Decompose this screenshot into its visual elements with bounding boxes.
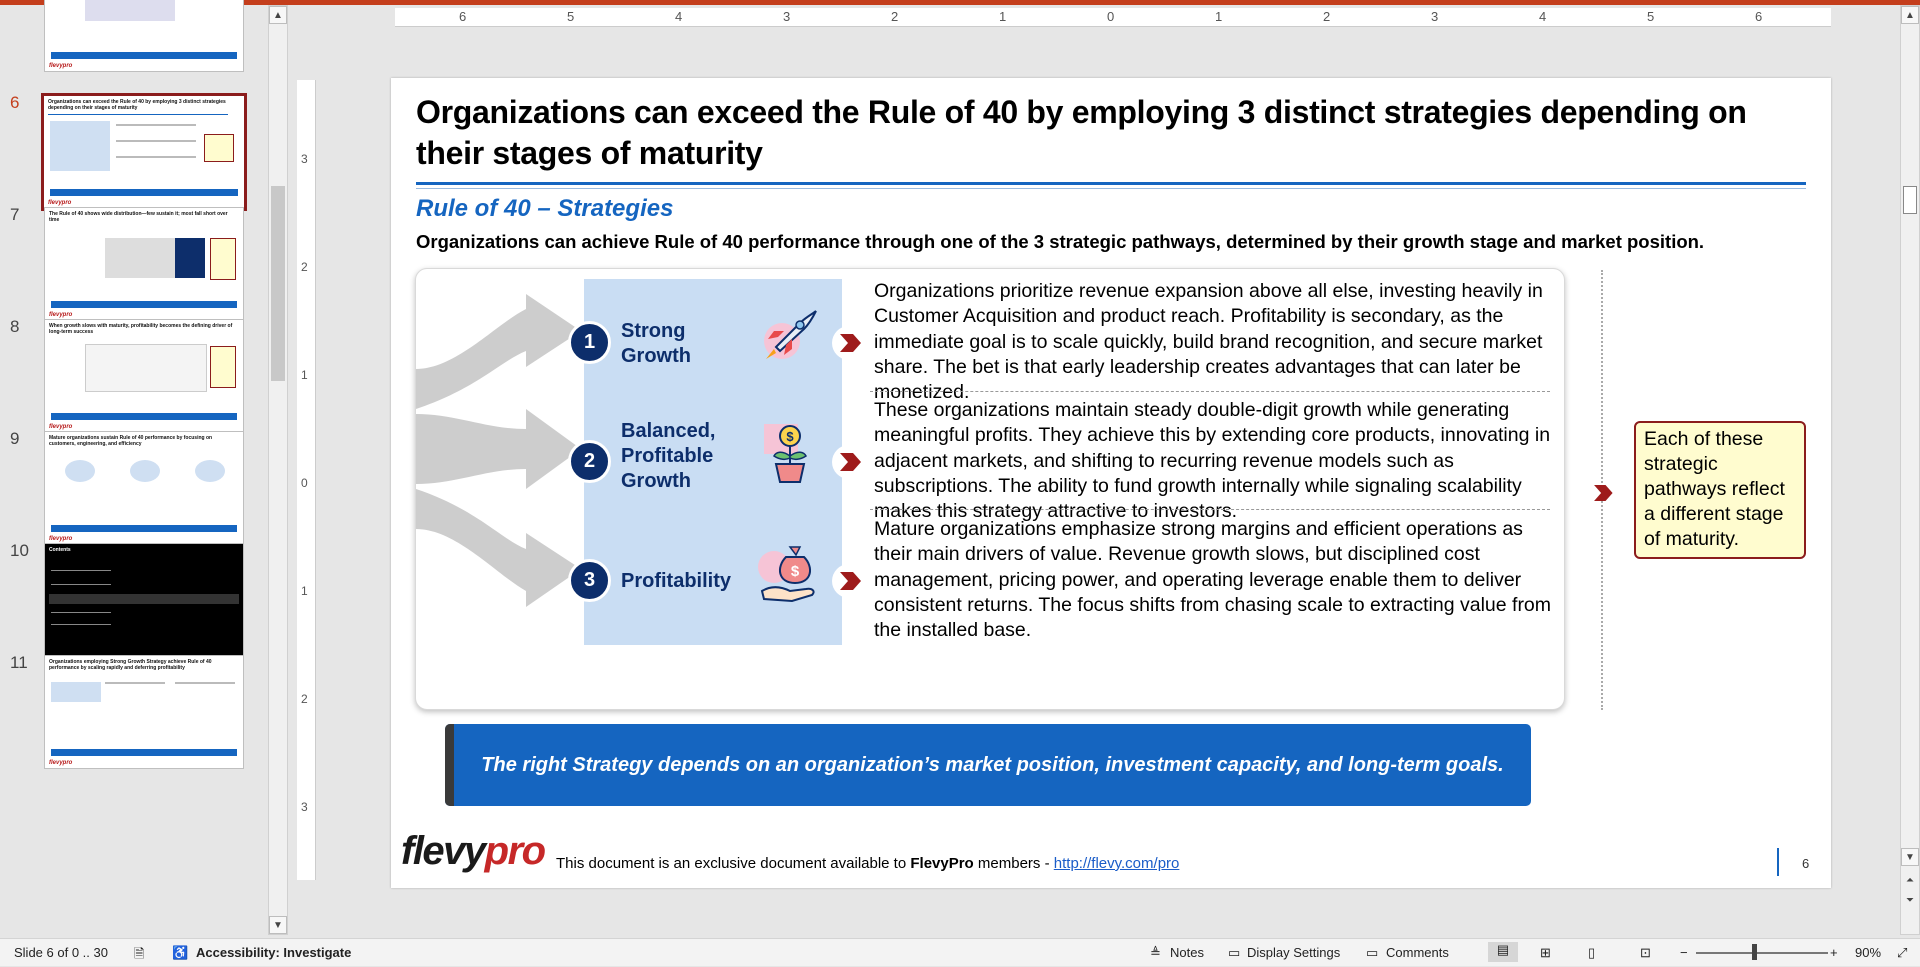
title-rule-thin [416,188,1806,189]
thumbnail-number: 8 [10,317,20,336]
row-divider [870,391,1550,392]
footer-link[interactable]: http://flevy.com/pro [1053,855,1180,872]
zoom-slider[interactable] [1696,952,1828,954]
ruler-label: 6 [1755,9,1763,24]
thumbnail-slide-11[interactable]: Organizations employing Strong Growth Strategy achieve Rule of 40 performance by scaling rapidly and deferring profitability flevypro [44,655,244,769]
ruler-label: 6 [459,9,467,24]
ruler-label: 1 [999,9,1007,24]
strategy-label[interactable] [621,419,715,494]
slideshow-icon[interactable]: ⊡ [1640,945,1651,960]
zoom-level[interactable]: 90% [1855,945,1882,960]
normal-view-icon[interactable]: ▤ [1488,942,1518,962]
strategy-row-2 [416,398,1564,526]
rocket-icon [756,301,822,367]
thumbnail-slide-8[interactable]: When growth slows with maturity, profitability becomes the defining driver of long-term success flevypro [44,319,244,433]
ruler-label: 2 [301,692,308,706]
chevron-right-icon [832,326,866,360]
thumbnail-number: 9 [10,429,20,448]
strategy-description[interactable]: Organizations prioritize revenue expansion above all else, investing heavily in Customer Acquisition and product reach. Profitability is secondary, as the immediate goal is to scale quickly, build brand recognition, and secure market share. The bet is that early leadership creates advantages that can later be monetized. [874,280,1543,404]
strategy-row-1 [416,279,1564,407]
conclusion-banner[interactable] [445,724,1531,806]
strategy-label-line: Growth [621,470,691,492]
scroll-up-icon[interactable]: ▲ [1901,6,1919,24]
thumbnail-scroll-thumb[interactable] [271,186,285,381]
thumbnail-title: When growth slows with maturity, profitability becomes the defining driver of long-term success [49,323,233,335]
thumbnail-number: 10 [10,541,29,560]
accessibility-icon[interactable]: ♿ [172,945,189,960]
svg-text:$: $ [786,429,794,444]
slide-thumbnail-pane[interactable] [0,5,270,933]
ruler-label: 4 [675,9,683,24]
flevypro-logo [401,829,545,874]
ruler-label: 1 [1215,9,1223,24]
previous-slide-icon[interactable]: ⏶ [1906,875,1914,886]
footer-members: members - [977,855,1050,872]
comments-icon[interactable]: ▭ [1366,945,1379,960]
ruler-label: 5 [567,9,575,24]
thumbnail-title: Organizations employing Strong Growth Strategy achieve Rule of 40 performance by scaling rapidly and deferring profitability [49,659,212,671]
zoom-slider-thumb[interactable] [1752,944,1757,960]
thumbnail-slide-6[interactable]: Organizations can exceed the Rule of 40 by employing 3 distinct strategies depending on their stages of maturity flevypro [41,93,247,211]
banner-edge [445,724,454,806]
notes-icon[interactable]: ≜ [1150,945,1161,960]
strategy-label[interactable] [621,569,731,594]
banner-text: The right Strategy depends on an organization’s market position, investment capacity, and long-term goals. [481,754,1504,776]
ruler-label: 0 [301,476,308,490]
strategy-row-3 [416,517,1564,645]
thumbnail-title: Organizations can exceed the Rule of 40 by employing 3 distinct strategies depending on their stages of maturity [48,99,226,111]
strategy-label-line: Growth [621,345,691,367]
ruler-label: 3 [301,152,308,166]
strategy-label-line: Profitable [621,445,714,467]
scroll-down-icon[interactable]: ▼ [269,916,287,934]
editor-scrollbar[interactable] [1900,5,1920,935]
ruler-label: 1 [301,368,308,382]
zoom-in-icon[interactable]: + [1830,945,1838,960]
spelling-icon[interactable]: 🗎 [134,946,145,961]
zoom-out-icon[interactable]: − [1680,945,1688,960]
strategy-number-badge: 1 [568,321,611,364]
ruler-label: 2 [301,260,308,274]
slide-counter: Slide 6 of 0 .. 30 [14,945,108,960]
window-top-strip [0,0,1920,5]
strategy-number-badge: 3 [568,559,611,602]
strategies-panel[interactable] [415,268,1565,710]
horizontal-ruler [395,8,1831,27]
strategy-label-line: Balanced, [621,420,716,442]
notes-button[interactable]: Notes [1170,945,1204,960]
logo-part: flevy [401,829,485,873]
display-settings-icon[interactable]: ▭ [1228,945,1241,960]
thumbnail-slide-5-partial[interactable]: flevypro [44,0,244,72]
display-settings-button[interactable]: Display Settings [1247,945,1341,960]
money-plant-icon [756,420,822,486]
thumbnail-slide-7[interactable]: The Rule of 40 shows wide distribution—few sustain it; most fall short over time flevypro [44,207,244,321]
ruler-label: 2 [891,9,899,24]
thumbnail-number: 6 [10,93,20,112]
lead-text[interactable]: Organizations can achieve Rule of 40 performance through one of the 3 strategic pathways, determined by their growth stage and market position. [416,231,1705,252]
strategy-description[interactable]: These organizations maintain steady double-digit growth while generating meaningful profits. They achieve this by extending core products, innovating in adjacent markets, and shifting to recurring revenue models such as subscriptions. The ability to fund growth internally while signaling scalability makes this strategy attractive to investors. [874,399,1551,523]
strategy-label-line: Strong [621,320,686,342]
thumbnail-slide-9[interactable]: Mature organizations sustain Rule of 40 performance by focusing on customers, engineering, and efficiency flevypro [44,431,244,545]
slide-title[interactable]: Organizations can exceed the Rule of 40 by employing 3 distinct strategies depending on their stages of maturity [416,94,1747,171]
page-number: 6 [1802,856,1810,871]
thumbnail-title: The Rule of 40 shows wide distribution—few sustain it; most fall short over time [49,211,228,223]
thumbnail-title: Mature organizations sustain Rule of 40 performance by focusing on customers, engineering, and efficiency [49,435,213,447]
scroll-up-icon[interactable]: ▲ [269,6,287,24]
scroll-down-icon[interactable]: ▼ [1901,848,1919,866]
strategy-number-badge: 2 [568,440,611,483]
thumbnail-number: 7 [10,205,20,224]
slide-sorter-icon[interactable]: ⊞ [1540,945,1551,960]
slide-canvas[interactable] [391,78,1831,888]
ruler-label: 5 [1647,9,1655,24]
footer-brand: FlevyPro [910,855,974,872]
strategy-description[interactable]: Mature organizations emphasize strong margins and efficient operations as their main drivers of value. Revenue growth slows, but disciplined cost management, pricing power, and operating leverage enable them to deliver consistent returns. The focus shifts from chasing scale to extracting value from the installed base. [874,518,1552,642]
ruler-label: 1 [301,584,308,598]
ruler-label: 2 [1323,9,1331,24]
comments-button[interactable]: Comments [1386,945,1449,960]
chevron-right-icon [832,445,866,479]
footer-text [556,855,1179,872]
logo-part: pro [484,829,545,873]
ruler-label: 4 [1539,9,1547,24]
money-bag-hand-icon [756,539,822,605]
thumbnail-scrollbar[interactable] [268,5,288,935]
svg-text:$: $ [790,563,800,580]
row-divider [870,509,1550,510]
accessibility-status[interactable]: Accessibility: Investigate [196,945,352,960]
strategy-label[interactable] [621,319,691,369]
status-bar [0,938,1920,966]
thumbnail-number: 11 [10,653,28,672]
title-rule [416,182,1806,185]
ruler-label: 3 [783,9,791,24]
slide-subtitle[interactable]: Rule of 40 – Strategies [416,195,674,222]
next-slide-icon[interactable]: ⏷ [1906,895,1914,906]
chevron-right-icon [1587,478,1617,508]
strategy-label-line: Profitability [621,570,732,592]
fit-to-window-icon[interactable]: ⤢ [1897,945,1908,960]
reading-view-icon[interactable]: ▯ [1588,945,1596,960]
vertical-ruler [297,80,316,880]
ruler-label: 0 [1107,9,1115,24]
thumbnail-title: Contents [49,547,71,553]
footer-sentence: This document is an exclusive document available to [556,855,907,872]
editor-scroll-thumb[interactable] [1903,186,1917,214]
ruler-label: 3 [301,800,308,814]
maturity-note-box[interactable]: Each of these strategic pathways reflect a different stage of maturity. [1634,421,1806,559]
ruler-label: 3 [1431,9,1439,24]
thumbnail-slide-10[interactable] [44,543,244,657]
chevron-right-icon [832,564,866,598]
page-number-rule [1777,848,1779,876]
